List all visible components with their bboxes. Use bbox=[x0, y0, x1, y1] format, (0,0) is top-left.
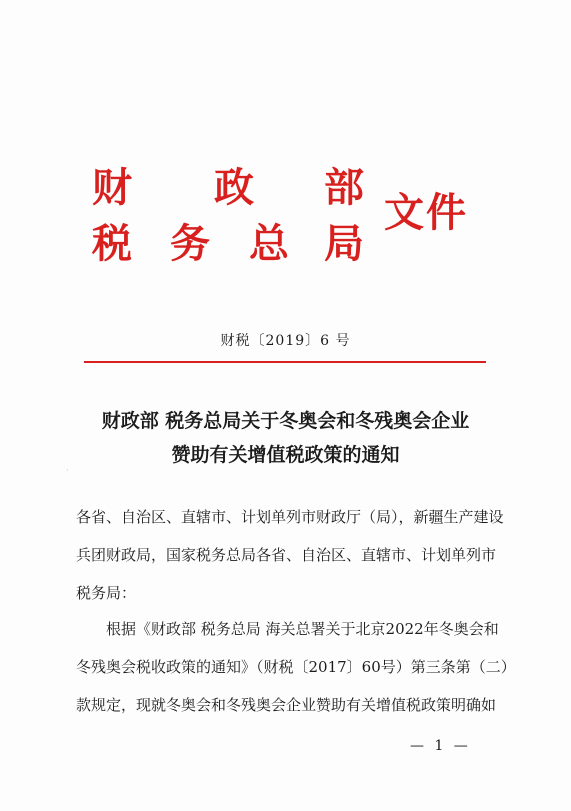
document-title-line-2: 赞助有关增值税政策的通知 bbox=[171, 444, 400, 466]
paragraph-line: 兵团财政局，国家税务总局各省、自治区、直辖市、计划单列市 bbox=[76, 546, 497, 564]
scan-speck: · bbox=[66, 466, 69, 475]
org-char: 部 bbox=[324, 164, 364, 211]
paragraph-line: 根据《财政部 税务总局 海关总署关于北京2022年冬奥会和 bbox=[106, 620, 499, 638]
org-char: 政 bbox=[214, 164, 254, 211]
document-title-line-1: 财政部 税务总局关于冬奥会和冬残奥会企业 bbox=[101, 410, 470, 432]
org-char: 局 bbox=[324, 220, 364, 267]
document-type-label: 文件 bbox=[384, 189, 468, 236]
org-char: 财 bbox=[92, 164, 132, 211]
document-number: 财税〔2019〕6 号 bbox=[220, 333, 351, 349]
paragraph-line: 各省、自治区、直辖市、计划单列市财政厅（局），新疆生产建设 bbox=[76, 508, 504, 526]
paragraph-line: 税务局： bbox=[76, 584, 137, 602]
red-divider-line bbox=[84, 361, 486, 363]
page-number: — 1 — bbox=[410, 738, 471, 754]
org-char: 税 bbox=[92, 220, 132, 267]
addressee-paragraph bbox=[76, 507, 506, 603]
paragraph-line: 冬残奥会税收政策的通知》（财税〔2017〕60号）第三条第（二） bbox=[76, 658, 516, 676]
paragraph-line: 款规定，现就冬奥会和冬残奥会企业赞助有关增值税政策明确如 bbox=[76, 696, 497, 714]
org-char: 务 bbox=[170, 220, 210, 267]
body-paragraph-1 bbox=[76, 619, 516, 715]
org-char: 总 bbox=[249, 220, 289, 267]
